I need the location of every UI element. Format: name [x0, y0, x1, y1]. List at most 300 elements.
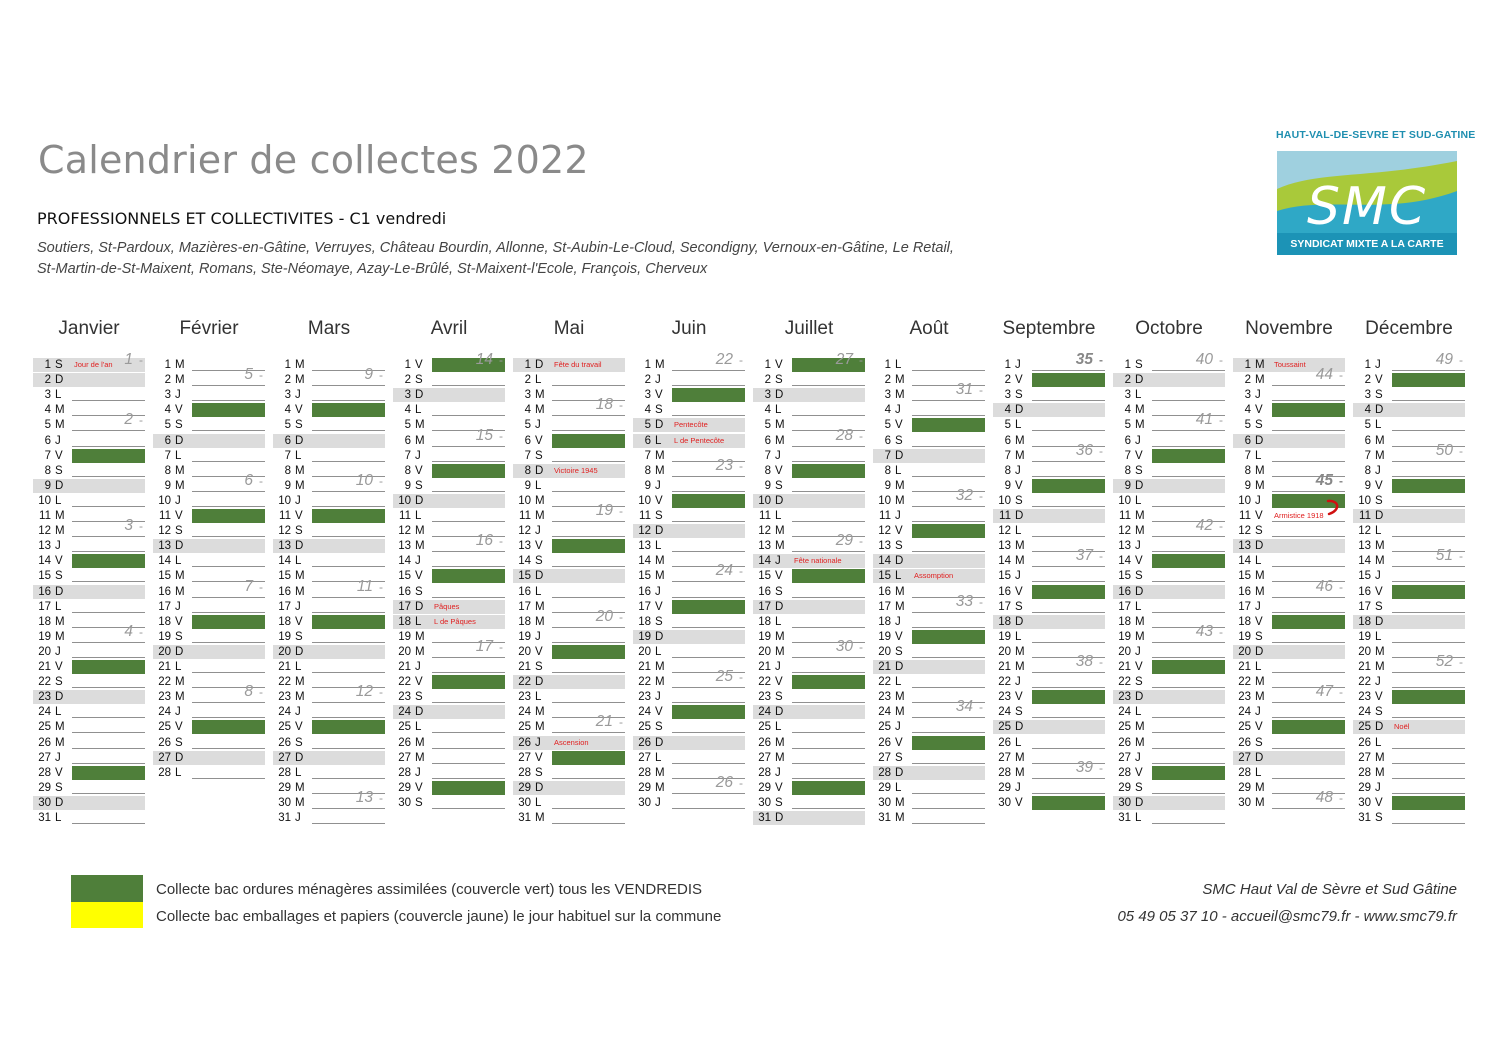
day-letter: S: [1375, 389, 1383, 402]
day-row: [1113, 796, 1225, 810]
day-number: 16: [33, 585, 53, 599]
day-number: 2: [1244, 374, 1251, 387]
day-letter: M: [175, 374, 185, 387]
day-slot: [312, 539, 385, 553]
day-slot: [1152, 675, 1225, 688]
day-letter: D: [533, 781, 552, 795]
day-number: 13: [398, 540, 411, 553]
day-row: [273, 403, 385, 417]
day-row: [1233, 524, 1345, 538]
week-number: [836, 532, 863, 550]
day-letter: V: [655, 494, 663, 507]
day-number: 15: [998, 570, 1011, 583]
day-row: [33, 373, 145, 387]
week-dash: -: [859, 353, 863, 367]
day-row: [153, 600, 265, 614]
day-letter: V: [1015, 585, 1023, 598]
day-number: 6: [633, 434, 653, 448]
day-letter: S: [895, 434, 903, 447]
day-row: [153, 524, 265, 538]
week-number: [956, 381, 983, 399]
day-letter: D: [773, 494, 792, 508]
day-letter: J: [175, 600, 181, 613]
day-letter: S: [1135, 676, 1143, 689]
day-letter: M: [895, 479, 905, 492]
week-number: [1196, 411, 1223, 429]
week-number: [836, 427, 863, 445]
legend-yellow-text: Collecte bac emballages et papiers (couvercle jaune) le jour habituel sur la commune: [156, 908, 722, 925]
day-row: [33, 539, 145, 553]
day-number: 2: [764, 374, 771, 387]
day-letter: V: [415, 570, 423, 583]
day-slot: [1272, 388, 1345, 401]
day-row: [1353, 388, 1465, 402]
day-slot: [312, 736, 385, 749]
week-number: [476, 638, 503, 656]
day-number: 13: [638, 540, 651, 553]
day-slot: [432, 705, 505, 719]
week-number: [1316, 683, 1343, 701]
day-slot: [72, 751, 145, 764]
day-letter: S: [55, 570, 63, 583]
day-letter: M: [775, 419, 785, 432]
day-number: 12: [158, 525, 171, 538]
day-letter: S: [175, 419, 183, 432]
day-number: 21: [38, 661, 51, 673]
day-letter: J: [535, 525, 541, 538]
day-letter: V: [415, 676, 423, 689]
week-number: [1076, 442, 1103, 460]
day-letter: M: [55, 721, 65, 734]
day-letter: V: [1375, 585, 1383, 598]
day-letter: J: [1255, 706, 1261, 719]
day-slot: [72, 645, 145, 658]
day-letter: M: [415, 751, 425, 764]
day-number: 5: [1244, 419, 1251, 432]
day-letter: L: [1135, 812, 1142, 824]
week-number-value: 43: [1195, 622, 1213, 640]
month-name: Octobre: [1135, 318, 1203, 339]
week-number: [356, 683, 383, 701]
day-slot: [912, 796, 985, 809]
day-letter: D: [1373, 509, 1392, 523]
day-letter: M: [415, 434, 425, 447]
day-row: [33, 796, 145, 810]
day-slot: [792, 479, 865, 492]
day-slot: [432, 690, 505, 703]
day-row: [1353, 509, 1465, 523]
day-slot: [1392, 751, 1465, 764]
collection-slot: [312, 615, 385, 629]
collection-slot: [1392, 479, 1465, 493]
day-number: 24: [1238, 706, 1251, 719]
day-number: 28: [1118, 766, 1131, 779]
day-slot: [792, 736, 865, 749]
day-slot: [72, 585, 145, 599]
day-number: 13: [878, 540, 891, 553]
day-letter: S: [1135, 359, 1143, 371]
day-number: 22: [158, 676, 171, 689]
day-slot: [552, 554, 625, 567]
day-row: [1353, 479, 1465, 493]
day-number: 18: [393, 615, 413, 629]
day-number: 5: [44, 419, 51, 432]
day-letter: M: [175, 676, 185, 689]
day-number: 17: [638, 600, 651, 613]
day-row: [873, 615, 985, 629]
day-letter: M: [655, 766, 665, 779]
day-number: 14: [518, 555, 531, 568]
day-letter: D: [893, 766, 912, 780]
day-letter: L: [1015, 736, 1022, 749]
day-letter: L: [415, 510, 422, 522]
week-dash: -: [1099, 443, 1103, 458]
day-number: 2: [1113, 373, 1133, 387]
day-number: 14: [158, 555, 171, 568]
day-slot: [312, 811, 385, 824]
day-number: 28: [158, 766, 171, 779]
day-slot: [72, 796, 145, 810]
day-slot: [1032, 600, 1105, 613]
day-slot: [72, 434, 145, 447]
day-letter: V: [655, 389, 663, 402]
day-slot: [792, 690, 865, 703]
week-number-value: 18: [595, 396, 613, 414]
day-letter: D: [1133, 690, 1152, 704]
day-row: [753, 494, 865, 508]
day-row: [33, 585, 145, 599]
week-dash: -: [379, 579, 383, 594]
day-number: 19: [158, 630, 171, 643]
day-slot: [72, 569, 145, 582]
day-number: 12: [998, 525, 1011, 538]
day-letter: V: [655, 600, 663, 613]
day-number: 29: [758, 781, 771, 794]
collection-slot: [792, 781, 865, 795]
day-slot: [192, 766, 265, 779]
week-number: [716, 457, 743, 475]
day-number: 3: [393, 388, 413, 402]
day-row: [393, 660, 505, 674]
day-row: [753, 705, 865, 719]
day-letter: L: [415, 721, 422, 734]
day-number: 19: [1238, 630, 1251, 643]
day-letter: J: [1375, 359, 1381, 371]
day-slot: [432, 388, 505, 402]
day-row: [153, 434, 265, 448]
day-slot: [1392, 418, 1465, 431]
day-row: [1113, 736, 1225, 750]
day-row: [1113, 811, 1225, 825]
collection-slot: [432, 569, 505, 583]
day-letter: V: [775, 464, 783, 477]
day-row: [1113, 479, 1225, 493]
day-row: [993, 781, 1105, 795]
day-row: [273, 418, 385, 432]
day-number: 14: [753, 554, 773, 568]
day-letter: M: [1375, 751, 1385, 764]
day-number: 23: [758, 691, 771, 704]
day-letter: L: [55, 389, 62, 402]
day-row: [753, 569, 865, 583]
day-letter: D: [653, 418, 672, 432]
day-row: [1113, 781, 1225, 795]
day-row: [873, 449, 985, 463]
week-number: [244, 578, 263, 596]
day-slot: [192, 630, 265, 643]
day-letter: D: [1133, 479, 1152, 493]
day-number: 28: [998, 766, 1011, 779]
week-number: [244, 366, 263, 384]
day-row: [153, 630, 265, 644]
day-number: 5: [764, 419, 771, 432]
day-number: 12: [1118, 525, 1131, 538]
day-row: [753, 554, 865, 568]
day-letter: S: [535, 766, 543, 779]
day-number: 13: [153, 539, 173, 553]
day-number: 3: [1364, 389, 1371, 402]
day-letter: L: [1375, 736, 1382, 749]
day-number: 1: [644, 359, 651, 371]
day-letter: V: [535, 434, 543, 447]
day-number: 4: [1124, 404, 1131, 417]
day-slot: [72, 781, 145, 794]
day-row: [513, 736, 625, 750]
day-number: 26: [398, 736, 411, 749]
day-number: 17: [878, 600, 891, 613]
month-name: Septembre: [1002, 318, 1096, 339]
week-number: [1436, 547, 1463, 565]
day-slot: [1152, 464, 1225, 477]
legend-green-text: Collecte bac ordures ménagères assimilées (couvercle vert) tous les VENDREDIS: [156, 881, 703, 898]
day-letter: J: [55, 540, 61, 553]
week-number: [356, 789, 383, 807]
day-slot: [72, 811, 145, 824]
day-letter: S: [1015, 494, 1023, 507]
day-slot: [312, 766, 385, 779]
day-number: 5: [284, 419, 291, 432]
month-name: Février: [179, 318, 239, 339]
day-number: 18: [518, 615, 531, 628]
holiday-label: Toussaint: [1274, 360, 1306, 369]
collection-slot: [672, 494, 745, 508]
day-letter: M: [1375, 766, 1385, 779]
day-letter: M: [1135, 736, 1145, 749]
day-letter: M: [1255, 464, 1265, 477]
day-letter: L: [535, 374, 542, 387]
day-number: 25: [878, 721, 891, 734]
day-slot: [1272, 630, 1345, 643]
day-row: [1113, 600, 1225, 614]
day-number: 11: [879, 510, 891, 522]
day-letter: M: [775, 645, 785, 658]
week-dash: -: [379, 685, 383, 700]
day-row: [273, 645, 385, 659]
day-number: 1: [1233, 358, 1253, 372]
day-slot: [312, 751, 385, 765]
week-number: [596, 502, 623, 520]
day-row: [393, 509, 505, 523]
day-letter: V: [1015, 796, 1023, 809]
day-row: [873, 766, 985, 780]
day-row: [993, 388, 1105, 402]
day-letter: J: [1375, 676, 1381, 689]
day-number: 30: [758, 796, 771, 809]
day-number: 27: [638, 751, 651, 764]
day-letter: L: [895, 359, 902, 371]
day-row: [993, 705, 1105, 719]
day-letter: J: [295, 494, 301, 507]
day-slot: [1152, 569, 1225, 582]
day-row: [633, 434, 745, 448]
day-slot: [1272, 539, 1345, 553]
day-slot: [912, 781, 985, 794]
day-slot: [1032, 781, 1105, 794]
day-row: [993, 675, 1105, 689]
day-row: [273, 509, 385, 523]
day-number: 21: [998, 661, 1011, 673]
week-dash: -: [739, 564, 743, 579]
day-number: 7: [404, 449, 411, 462]
day-letter: D: [773, 388, 792, 402]
day-number: 2: [164, 374, 171, 387]
week-number-value: 47: [1315, 683, 1333, 701]
day-slot: [792, 615, 865, 628]
week-number: [1316, 366, 1343, 384]
day-letter: J: [415, 766, 421, 779]
day-slot: [1152, 600, 1225, 613]
week-number-value: 36: [1075, 441, 1093, 459]
day-letter: S: [655, 404, 663, 417]
day-row: [513, 449, 625, 463]
day-number: 10: [1118, 494, 1131, 507]
day-slot: [1152, 720, 1225, 733]
day-row: [393, 585, 505, 599]
day-row: [1113, 720, 1225, 734]
day-row: [993, 796, 1105, 810]
day-row: [993, 630, 1105, 644]
day-row: [513, 434, 625, 448]
day-number: 30: [1238, 796, 1251, 809]
day-number: 22: [1358, 676, 1371, 689]
week-number: [716, 351, 743, 369]
day-letter: L: [1015, 525, 1022, 538]
day-number: 2: [524, 374, 531, 387]
day-number: 1: [284, 359, 291, 371]
day-letter: S: [1255, 630, 1263, 643]
day-row: [33, 569, 145, 583]
day-slot: [1152, 479, 1225, 493]
day-letter: M: [535, 404, 545, 417]
day-row: [633, 690, 745, 704]
day-letter: D: [1373, 615, 1392, 629]
day-number: 21: [758, 661, 771, 673]
day-number: 2: [1364, 374, 1371, 387]
day-letter: S: [1375, 706, 1383, 719]
day-letter: M: [1015, 766, 1025, 779]
day-letter: S: [175, 736, 183, 749]
week-dash: -: [979, 488, 983, 503]
day-row: [33, 464, 145, 478]
day-letter: D: [533, 569, 552, 583]
day-row: [153, 615, 265, 629]
day-number: 31: [753, 811, 773, 825]
day-number: 19: [633, 630, 653, 644]
collection-slot: [1392, 796, 1465, 810]
day-letter: M: [1255, 676, 1265, 689]
day-letter: S: [895, 540, 903, 553]
day-letter: L: [775, 721, 782, 734]
day-row: [273, 811, 385, 825]
week-number: [356, 472, 383, 490]
day-letter: M: [895, 374, 905, 387]
day-letter: S: [53, 358, 72, 372]
day-number: 29: [38, 781, 51, 794]
day-row: [633, 630, 745, 644]
week-dash: -: [739, 353, 743, 367]
day-slot: [1032, 388, 1105, 401]
day-row: [1113, 373, 1225, 387]
day-number: 9: [1244, 479, 1251, 492]
week-number: [124, 411, 143, 429]
day-row: [393, 449, 505, 463]
holiday-label: L de Pâques: [434, 616, 476, 626]
day-number: 19: [278, 630, 291, 643]
day-letter: M: [1375, 555, 1385, 568]
day-row: [993, 585, 1105, 599]
day-number: 9: [1364, 479, 1371, 492]
day-row: [513, 675, 625, 689]
day-letter: M: [295, 359, 305, 371]
day-slot: [432, 585, 505, 598]
day-row: [1113, 539, 1225, 553]
day-slot: [432, 449, 505, 462]
week-dash: -: [619, 504, 623, 518]
day-slot: [312, 434, 385, 448]
week-number: [716, 668, 743, 686]
day-letter: L: [893, 569, 912, 583]
day-number: 9: [404, 479, 411, 492]
week-number-value: 4: [124, 622, 133, 640]
day-row: [1353, 403, 1465, 417]
day-row: [33, 736, 145, 750]
day-row: [753, 600, 865, 614]
day-slot: [912, 660, 985, 674]
day-row: [393, 373, 505, 387]
day-slot: [1032, 524, 1105, 537]
day-number: 30: [33, 796, 53, 810]
day-number: 29: [1358, 781, 1371, 794]
day-number: 14: [1238, 555, 1251, 568]
collection-slot: [72, 449, 145, 463]
day-letter: D: [1253, 539, 1272, 553]
week-number-value: 32: [955, 486, 973, 504]
day-number: 6: [1233, 434, 1253, 448]
day-slot: [1152, 585, 1225, 599]
week-dash: -: [1219, 624, 1223, 639]
day-row: [1113, 494, 1225, 508]
day-row: [633, 600, 745, 614]
day-letter: D: [773, 600, 792, 614]
day-slot: [432, 554, 505, 567]
day-number: 22: [278, 676, 291, 689]
day-letter: D: [53, 585, 72, 599]
day-letter: M: [895, 494, 905, 507]
day-row: [873, 736, 985, 750]
day-letter: D: [413, 494, 432, 508]
day-number: 17: [278, 600, 291, 613]
day-letter: V: [895, 419, 903, 432]
